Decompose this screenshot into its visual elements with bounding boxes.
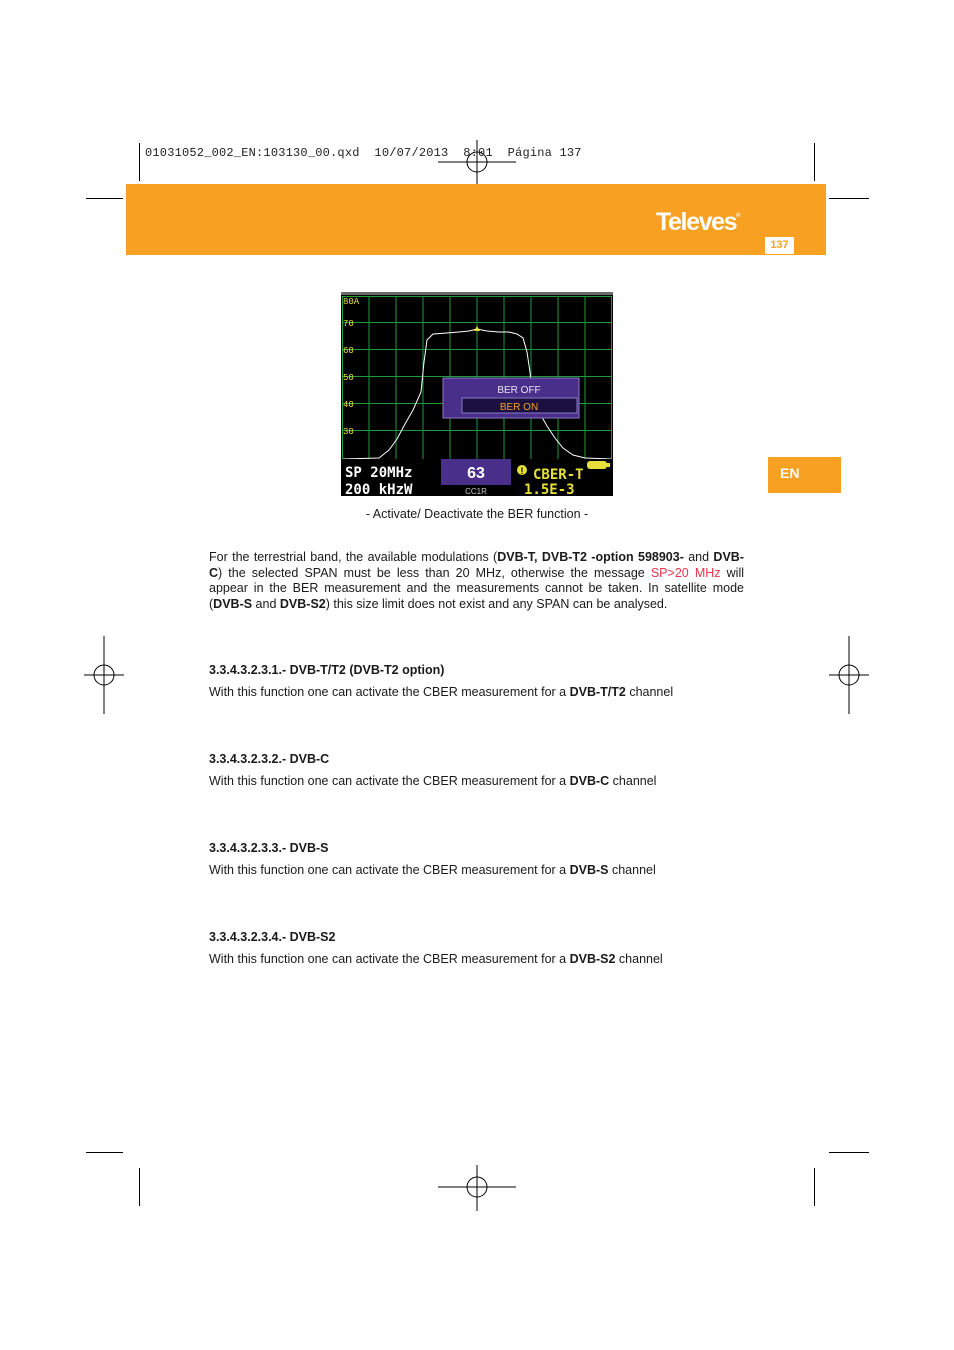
ber-value: 1.5E-3 [524, 482, 575, 496]
y-label: 60 [343, 346, 354, 356]
section-text: With this function one can activate the CBER measurement for a DVB-S channel [209, 863, 656, 877]
registration-mark-icon [829, 636, 869, 714]
section-text: With this function one can activate the CBER measurement for a DVB-T/T2 channel [209, 685, 674, 699]
figure-caption: - Activate/ Deactivate the BER function - [365, 507, 589, 521]
warning-glyph: ! [520, 466, 524, 476]
print-slug: 01031052_002_EN:103130_00.qxd 10/07/2013 8:01 Página 137 [145, 146, 582, 160]
crop-mark [814, 1168, 815, 1206]
y-label: 50 [343, 373, 354, 383]
crop-mark [814, 143, 815, 181]
marker-icon [474, 326, 480, 331]
section-heading: 3.3.4.3.2.3.3.- DVB-S [209, 841, 329, 855]
section-text: With this function one can activate the CBER measurement for a DVB-S2 channel [209, 952, 663, 966]
registration-mark-icon [84, 636, 124, 714]
ber-menu [443, 378, 579, 418]
crop-mark [829, 1152, 869, 1153]
sp-warning-text: SP>20 MHz [650, 565, 721, 580]
crop-mark [829, 198, 869, 199]
language-tab: EN [768, 457, 841, 493]
y-label: 30 [343, 427, 354, 437]
menu-item-ber-off[interactable]: BER OFF [497, 385, 541, 396]
y-label: 70 [343, 319, 354, 329]
channel-label: CC1R [465, 487, 487, 496]
intro-paragraph: For the terrestrial band, the available modulations (DVB-T, DVB-T2 -option 598903- and DVB-C) the selected SPAN must be less than 20 MHz, otherwise the message SP>20 MHz will appear in the BER measurement and the measurements cannot be taken. In satellite mode (DVB-S and DVB-S2) this size limit does not exist and any SPAN can be analysed. [209, 550, 744, 611]
y-label: 40 [343, 400, 354, 410]
crop-mark [139, 1168, 140, 1206]
channel-number: 63 [467, 465, 485, 482]
section-heading: 3.3.4.3.2.3.1.- DVB-T/T2 (DVB-T2 option) [209, 663, 445, 677]
page-number: 137 [765, 237, 794, 254]
mode-readout: CBER-T [533, 467, 584, 483]
crop-mark [86, 1152, 123, 1153]
brand-logo: Televes® [656, 208, 741, 236]
section-text: With this function one can activate the CBER measurement for a DVB-C channel [209, 774, 657, 788]
crop-mark [139, 143, 140, 181]
section-heading: 3.3.4.3.2.3.2.- DVB-C [209, 752, 330, 766]
menu-item-ber-on[interactable]: BER ON [499, 402, 539, 413]
spectrum-screen [341, 292, 613, 496]
section-heading: 3.3.4.3.2.3.4.- DVB-S2 [209, 930, 336, 944]
brand-logo-text: Televes [656, 208, 737, 236]
registration-mark-icon [438, 1165, 516, 1211]
y-label: 80A [343, 297, 360, 307]
spectrum-display [341, 292, 613, 496]
crop-mark [86, 198, 123, 199]
span-readout: SP 20MHz [345, 465, 413, 481]
rbw-readout: 200 kHzW [345, 482, 413, 496]
